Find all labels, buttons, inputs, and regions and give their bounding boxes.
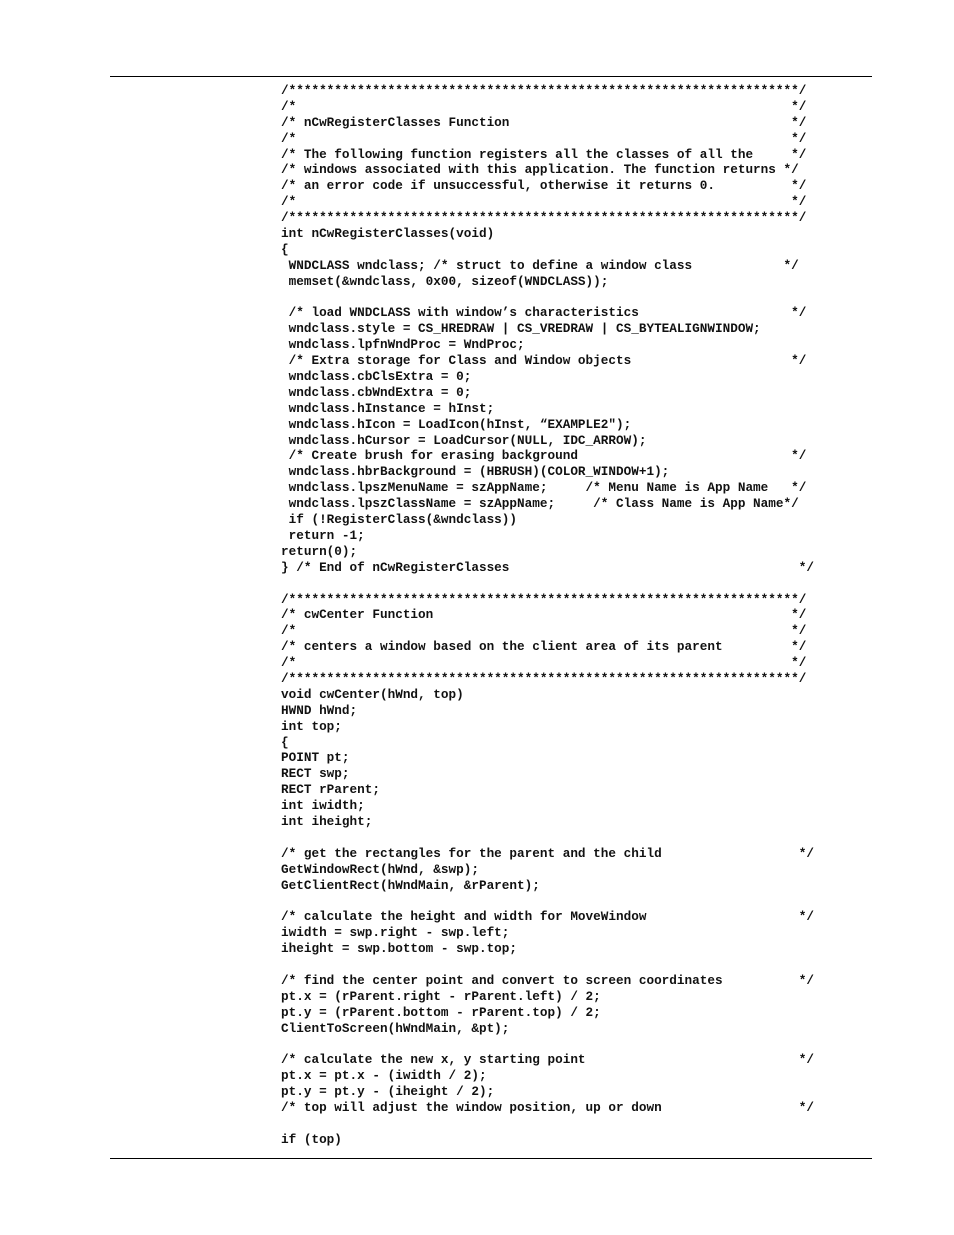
code-line: /* Create brush for erasing background */: [281, 448, 807, 464]
code-line: [281, 893, 871, 909]
code-line: RECT rParent;: [281, 782, 380, 798]
code-line: /* find the center point and convert to screen coordinates */: [281, 972, 814, 988]
code-listing: [281, 83, 871, 1148]
code-line: return -1;: [281, 527, 365, 543]
code-line: /* top will adjust the window position, up or down */: [281, 1100, 814, 1115]
footer-rule: [110, 1158, 872, 1159]
code-line: int nCwRegisterClasses(void): [281, 226, 495, 242]
code-line: [281, 830, 871, 846]
code-line: } /* End of nCwRegisterClasses */: [281, 559, 814, 575]
code-line: /* nCwRegisterClasses Function */: [281, 114, 807, 130]
code-line: pt.x = (rParent.right - rParent.left) / 2;: [281, 988, 601, 1004]
code-line: pt.y = (rParent.bottom - rParent.top) / 2;: [281, 1004, 601, 1020]
code-line: memset(&wndclass, 0x00, sizeof(WNDCLASS));: [281, 273, 609, 289]
code-line: pt.y = pt.y - (iheight / 2);: [281, 1084, 495, 1100]
code-line: /* centers a window based on the client area of its parent */: [281, 639, 807, 655]
code-line: HWND hWnd;: [281, 702, 358, 718]
code-line: wndclass.hInstance = hInst;: [281, 400, 495, 416]
code-line: int iwidth;: [281, 798, 365, 814]
code-line: iwidth = swp.right - swp.left;: [281, 925, 510, 941]
code-line: if (top): [281, 1131, 342, 1147]
code-line: [281, 1116, 871, 1132]
code-line: /*******************************************************************/: [281, 210, 807, 226]
code-line: /*******************************************************************/: [281, 591, 807, 607]
code-line: int top;: [281, 718, 342, 734]
code-line: if (!RegisterClass(&wndclass)): [281, 512, 518, 528]
code-line: wndclass.lpszClassName = szAppName; /* Class Name is App Name*/: [281, 496, 799, 512]
code-line: [281, 1036, 871, 1052]
code-line: /* The following function registers all the classes of all the */: [281, 146, 807, 162]
code-line: return(0);: [281, 543, 358, 559]
code-line: wndclass.hbrBackground = (HBRUSH)(COLOR_WINDOW+1);: [281, 464, 670, 480]
code-line: GetClientRect(hWndMain, &rParent);: [281, 877, 540, 893]
code-line: /* */: [281, 194, 807, 210]
code-line: pt.x = pt.x - (iwidth / 2);: [281, 1068, 487, 1084]
code-line: /* an error code if unsuccessful, otherwise it returns 0. */: [281, 178, 807, 194]
code-line: [281, 576, 871, 592]
code-line: wndclass.hCursor = LoadCursor(NULL, IDC_ARROW);: [281, 432, 647, 448]
code-line: /* */: [281, 130, 807, 146]
code-line: [281, 290, 871, 306]
code-line: /* */: [281, 655, 807, 671]
code-line: wndclass.style = CS_HREDRAW | CS_VREDRAW | CS_BYTEALIGNWINDOW;: [281, 321, 761, 337]
code-line: wndclass.lpfnWndProc = WndProc;: [281, 337, 525, 353]
code-line: /* get the rectangles for the parent and the child */: [281, 845, 814, 861]
code-line: /* calculate the new x, y starting point */: [281, 1052, 814, 1068]
code-line: [281, 957, 871, 973]
code-line: /*******************************************************************/: [281, 670, 807, 686]
code-line: void cwCenter(hWnd, top): [281, 686, 464, 702]
code-line: /* */: [281, 623, 807, 639]
header-rule: [110, 76, 872, 77]
code-line: GetWindowRect(hWnd, &swp);: [281, 861, 479, 877]
code-line: POINT pt;: [281, 750, 350, 766]
code-line: /* calculate the height and width for MoveWindow */: [281, 909, 814, 925]
code-line: /* cwCenter Function */: [281, 607, 807, 623]
code-line: wndclass.cbWndExtra = 0;: [281, 384, 472, 400]
code-line: wndclass.cbClsExtra = 0;: [281, 369, 472, 385]
code-line: /* */: [281, 98, 807, 114]
code-line: /* Extra storage for Class and Window objects */: [281, 353, 807, 369]
code-line: {: [281, 734, 289, 750]
code-line: int iheight;: [281, 813, 373, 829]
code-line: {: [281, 241, 289, 257]
code-line: ClientToScreen(hWndMain, &pt);: [281, 1020, 510, 1036]
code-line: /*******************************************************************/: [281, 83, 807, 98]
code-line: wndclass.lpszMenuName = szAppName; /* Menu Name is App Name */: [281, 480, 807, 496]
code-line: /* windows associated with this application. The function returns */: [281, 162, 799, 178]
code-line: wndclass.hIcon = LoadIcon(hInst, “EXAMPLE2");: [281, 416, 632, 432]
code-line: /* load WNDCLASS with window’s characteristics */: [281, 305, 807, 321]
code-line: RECT swp;: [281, 766, 350, 782]
code-line: WNDCLASS wndclass; /* struct to define a window class */: [281, 257, 799, 273]
code-line: iheight = swp.bottom - swp.top;: [281, 941, 518, 957]
